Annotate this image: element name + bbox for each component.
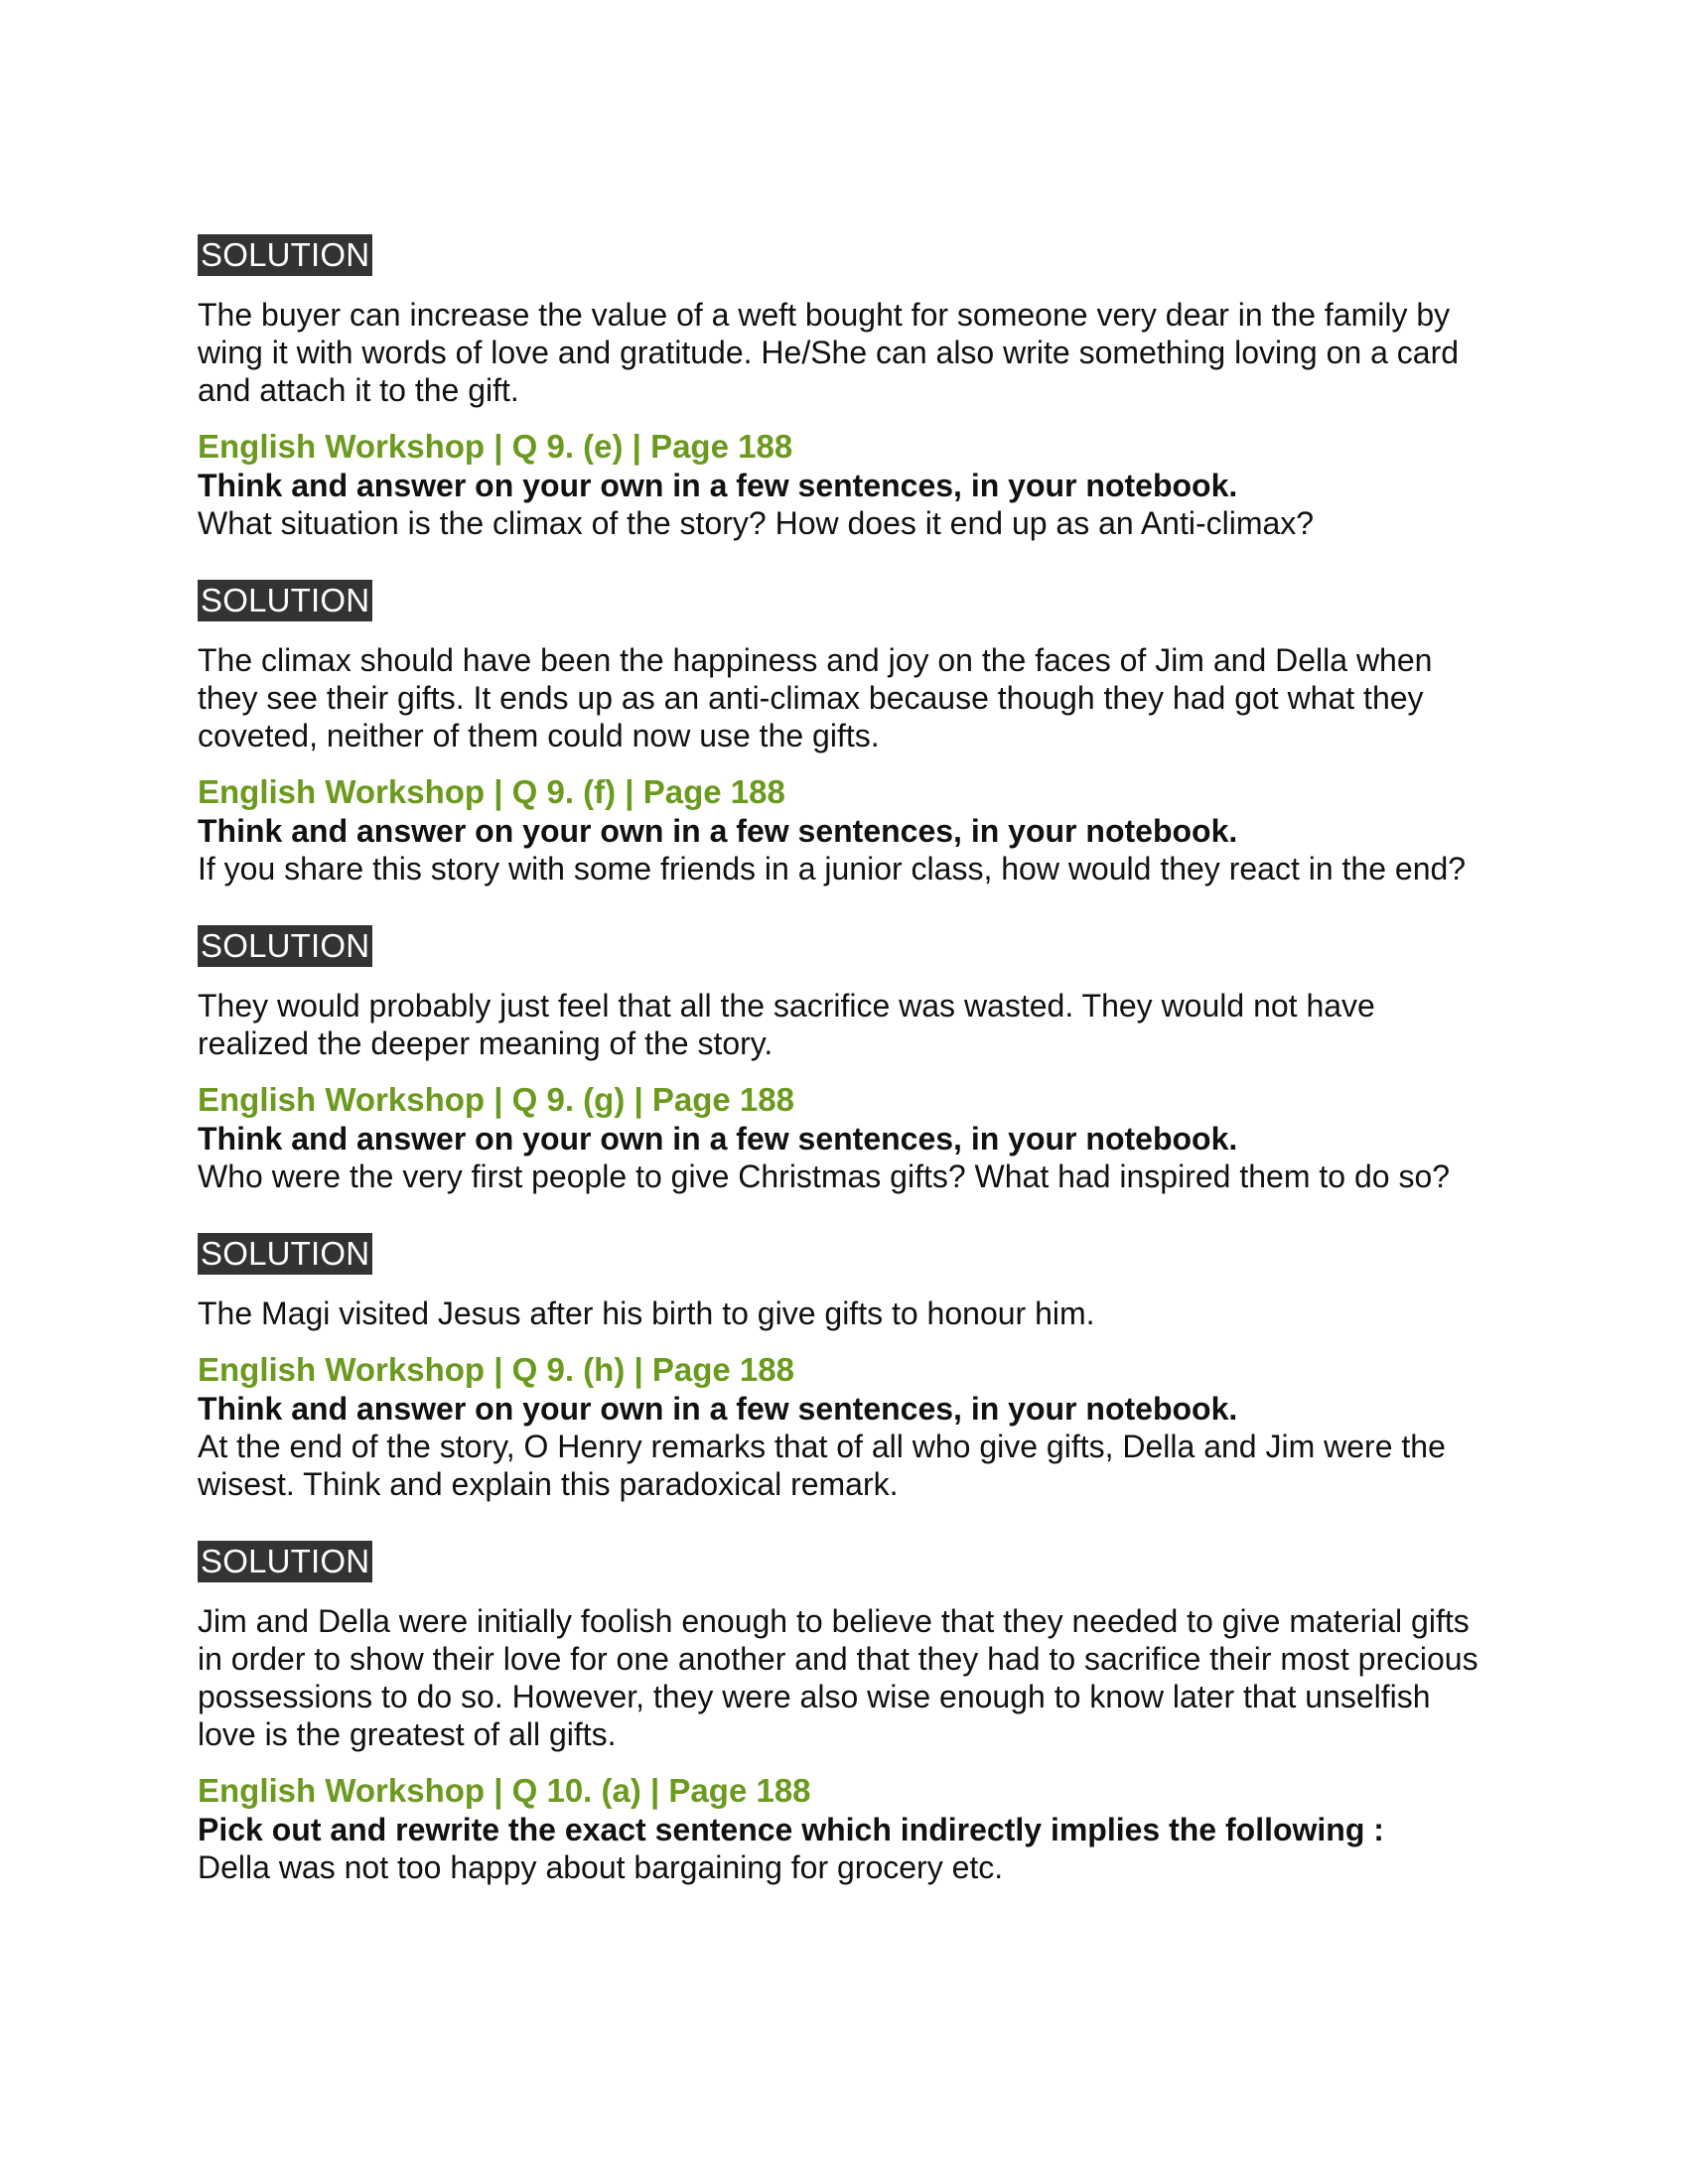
question-reference: English Workshop | Q 9. (e) | Page 188 (198, 428, 793, 465)
question-block (198, 1350, 1488, 1753)
question-instruction: Think and answer on your own in a few sentences, in your notebook. (198, 1391, 1238, 1427)
question-reference: English Workshop | Q 9. (g) | Page 188 (198, 1081, 794, 1118)
question-reference: English Workshop | Q 9. (h) | Page 188 (198, 1351, 794, 1388)
question-block (198, 772, 1488, 1062)
solution-text: Jim and Della were initially foolish enough to believe that they needed to give material gifts in order to show their love for one another and that they had to sacrifice their most precious possessions to do so. However, they were also wise enough to know later that unselfish love is the greatest of all gifts. (198, 1603, 1478, 1752)
solution-text: The climax should have been the happiness and joy on the faces of Jim and Della when they see their gifts. It ends up as an anti-climax because though they had got what they coveted, neither of them could now use the gifts. (198, 642, 1433, 753)
question-block (198, 1771, 1488, 1886)
question-instruction: Think and answer on your own in a few sentences, in your notebook. (198, 468, 1238, 503)
question-text: What situation is the climax of the story? How does it end up as an Anti-climax? (198, 505, 1315, 541)
question-reference: English Workshop | Q 9. (f) | Page 188 (198, 773, 785, 810)
solution-text: The buyer can increase the value of a weft bought for someone very dear in the family by wing it with words of love and gratitude. He/She can also write something loving on a card and attach it to the gift. (198, 297, 1460, 408)
question-instruction: Think and answer on your own in a few sentences, in your notebook. (198, 1121, 1238, 1157)
question-block (198, 1080, 1488, 1332)
solution-text: They would probably just feel that all the sacrifice was wasted. They would not have realized the deeper meaning of the story. (198, 988, 1375, 1061)
question-reference: English Workshop | Q 10. (a) | Page 188 (198, 1772, 811, 1809)
solution-text: The Magi visited Jesus after his birth to give gifts to honour him. (198, 1296, 1095, 1331)
solution-badge: SOLUTION (198, 234, 372, 276)
solution-block (198, 234, 1488, 409)
solution-badge: SOLUTION (198, 925, 372, 967)
solution-badge: SOLUTION (198, 1233, 372, 1275)
solution-badge: SOLUTION (198, 580, 372, 621)
question-instruction: Pick out and rewrite the exact sentence which indirectly implies the following : (198, 1812, 1384, 1847)
question-block (198, 427, 1488, 754)
question-text: Della was not too happy about bargaining for grocery etc. (198, 1849, 1004, 1885)
question-text: If you share this story with some friends in a junior class, how would they react in the end? (198, 851, 1467, 887)
solution-badge: SOLUTION (198, 1541, 372, 1582)
question-instruction: Think and answer on your own in a few sentences, in your notebook. (198, 813, 1238, 849)
document-page (198, 234, 1488, 1886)
question-text: Who were the very first people to give Christmas gifts? What had inspired them to do so? (198, 1159, 1451, 1194)
question-text: At the end of the story, O Henry remarks that of all who give gifts, Della and Jim were the wisest. Think and explain this paradoxical remark. (198, 1429, 1446, 1502)
